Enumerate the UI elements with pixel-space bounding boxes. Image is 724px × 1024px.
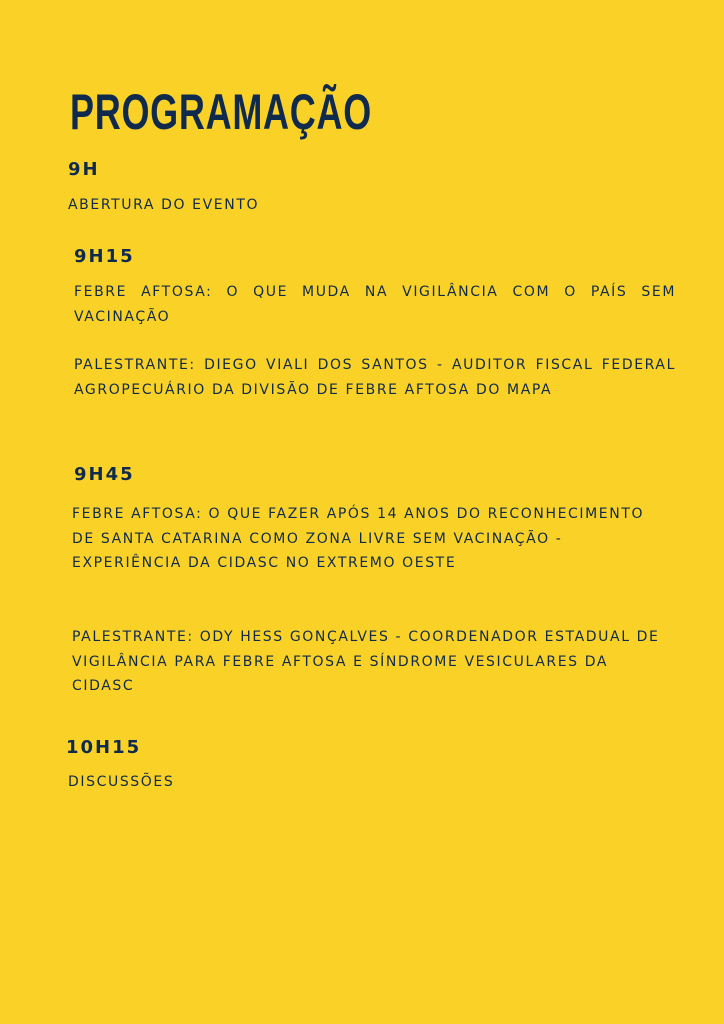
schedule-time-9h: 9H — [68, 159, 100, 180]
schedule-time-9h45: 9H45 — [74, 464, 135, 485]
schedule-time-9h15: 9H15 — [74, 246, 135, 267]
schedule-speaker-diego: PALESTRANTE: DIEGO VIALI DOS SANTOS - AUDITOR FISCAL FEDERAL AGROPECUÁRIO DA DIVISÃO DE FEBRE AFTOSA DO MAPA — [74, 357, 676, 398]
schedule-speaker-ody: PALESTRANTE: ODY HESS GONÇALVES - COORDENADOR ESTADUAL DE VIGILÂNCIA PARA FEBRE AFTOSA E SÍNDROME VESICULARES DA CIDASC — [72, 629, 660, 694]
schedule-topic-santa-catarina: FEBRE AFTOSA: O QUE FAZER APÓS 14 ANOS DO RECONHECIMENTO DE SANTA CATARINA COMO ZONA LIVRE SEM VACINAÇÃO - EXPERIÊNCIA DA CIDASC NO EXTREMO OESTE — [72, 506, 645, 571]
page-title: PROGRAMAÇÃO — [70, 84, 372, 140]
schedule-topic-discussions: DISCUSSÕES — [68, 774, 175, 790]
schedule-topic-vigilance: FEBRE AFTOSA: O QUE MUDA NA VIGILÂNCIA COM O PAÍS SEM VACINAÇÃO — [74, 284, 676, 325]
schedule-time-10h15: 10H15 — [66, 737, 142, 758]
schedule-topic-opening: ABERTURA DO EVENTO — [68, 197, 260, 213]
